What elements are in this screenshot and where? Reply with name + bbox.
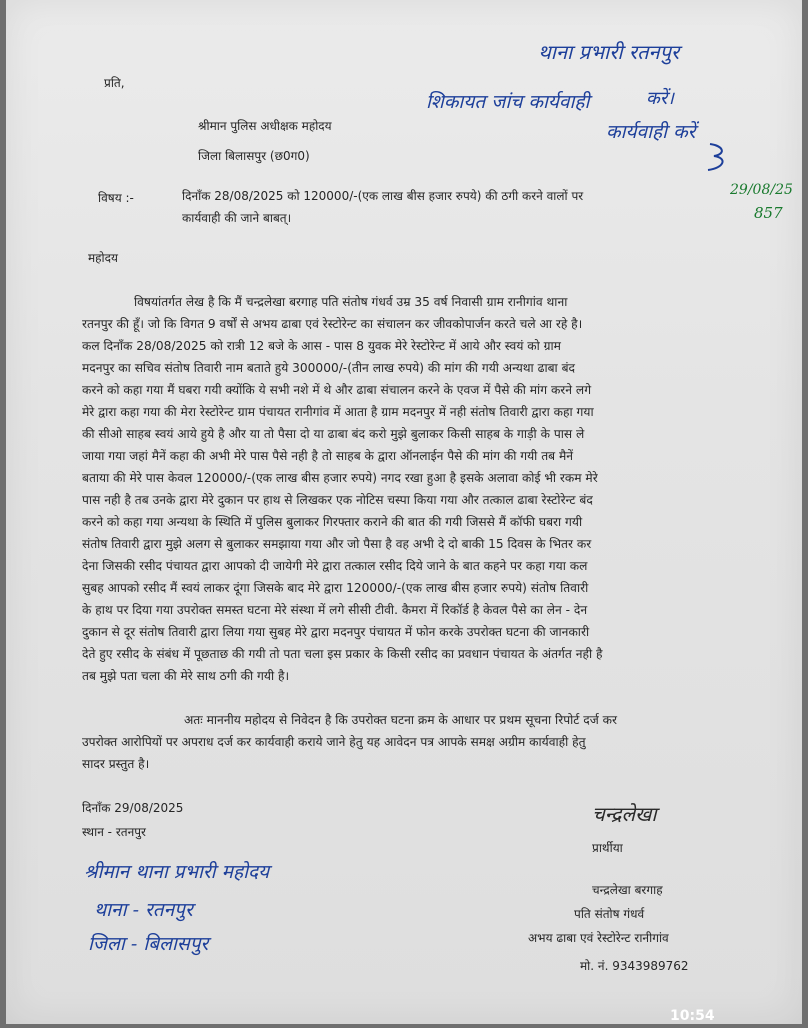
body-line: करने को कहा गया मैं घबरा गयी क्योंकि ये सभी नशे में थे और ढाबा संचालन करने के एवज में पैसे की मांग करने लगे — [82, 383, 592, 397]
initials-mark — [702, 140, 742, 176]
clock-overlay: 10:54 — [670, 1008, 715, 1024]
body-line: तब मुझे पता चला की मेरे साथ ठगी की गयी है। — [82, 669, 290, 683]
sender-name: चन्द्रलेखा बरगाह — [592, 883, 663, 897]
body-line: पास नही है तब उनके द्वारा मेरे दुकान पर हाथ से लिखकर एक नोटिस चस्पा किया गया और तत्काल ढाबा रेस्टोरेन्ट बंद — [82, 493, 593, 507]
subject-label: विषय :- — [98, 191, 134, 205]
prarthi-label: प्रार्थीया — [592, 841, 623, 855]
receipt-number: 857 — [754, 204, 783, 222]
body-line: संतोष तिवारी द्वारा मुझे अलग से बुलाकर समझाया गया और जो पैसा है वह अभी दे दो बाकी 15 दिवस के भितर कर — [82, 537, 592, 551]
salutation: महोदय — [88, 251, 118, 265]
handwritten-address-3: जिला - बिलासपुर — [88, 933, 209, 955]
body-line: की सीओ साहब स्वयं आये हुये है और या तो पैसा दो या ढाबा बंद करो मुझे बुलाकर किसी साहब के गाड़ी के पास ले — [82, 427, 585, 441]
letter-place: स्थान - रतनपुर — [82, 825, 146, 839]
endorsement-line-3: करें। — [646, 88, 675, 109]
body-line: दुकान से दूर संतोष तिवारी द्वारा लिया गया सुबह मेरे द्वारा मदनपुर पंचायत में फोन करके उपरोक्त घटना की जानकारी — [82, 625, 590, 639]
request-line: सादर प्रस्तुत है। — [82, 757, 150, 771]
endorsement-line-2: शिकायत जांच कार्यवाही — [426, 91, 590, 113]
handwritten-address-2: थाना - रतनपुर — [94, 899, 193, 921]
signature: चन्द्रलेखा — [592, 802, 657, 826]
receipt-stamp — [730, 182, 792, 230]
body-line: देते हुए रसीद के संबंध में पूछताछ की गयी तो पता चला इस प्रकार के किसी रसीद का प्रवधान पंचायत के अंतर्गत नही है — [82, 647, 603, 661]
letter-date: दिनाँक 29/08/2025 — [82, 801, 184, 815]
body-line: सुबह आपको रसीद मैं स्वयं लाकर दूंगा जिसके बाद मेरे द्वारा 120000/-(एक लाख बीस हजार रुपये) संतोष तिवारी — [82, 581, 589, 595]
subject-line-2: कार्यवाही की जाने बाबत्। — [182, 211, 292, 225]
subject-line-1: दिनाँक 28/08/2025 को 120000/-(एक लाख बीस हजार रुपये) की ठगी करने वालों पर — [182, 189, 584, 203]
handwritten-address-1: श्रीमान थाना प्रभारी महोदय — [84, 861, 270, 883]
body-line: कल दिनाँक 28/08/2025 को रात्री 12 बजे के आस - पास 8 युवक मेरे रेस्टोरेन्ट में आये और स्वयं को ग्राम — [82, 339, 561, 353]
body-line: जाया गया जहां मैनें कहा की अभी मेरे पास पैसे नही है तो साहब के द्वारा ऑनलाईन पैसे की मांग की गयी तब मैनें — [82, 449, 574, 463]
body-line: करने को कहा गया अन्यथा के स्थिति में पुलिस बुलाकर गिरफ्तार कराने की बात की गयी जिससे मैं कॉफी घबरा गयी — [82, 515, 583, 529]
endorsement-line-4: कार्यवाही करें — [606, 121, 696, 143]
body-line: मेरे द्वारा कहा गया की मेरा रेस्टोरेन्ट ग्राम पंचायत रानीगांव में आता है ग्राम मदनपुर में नही संतोष तिवारी द्वारा कहा गया — [82, 405, 594, 419]
recipient-district: जिला बिलासपुर (छ0ग0) — [198, 149, 310, 163]
sender-business: अभय ढाबा एवं रेस्टोरेन्ट रानीगांव — [528, 931, 669, 945]
body-line: मदनपुर का सचिव संतोष तिवारी नाम बताते हुये 300000/-(तीन लाख रुपये) की मांग की गयी अन्यथा ढाबा बंद — [82, 361, 576, 375]
letter-page — [6, 0, 802, 1024]
receipt-date: 29/08/25 — [730, 182, 793, 198]
endorsement-line-1: थाना प्रभारी रतनपुर — [538, 40, 680, 64]
request-line: उपरोक्त आरोपियों पर अपराध दर्ज कर कार्यवाही कराये जाने हेतु यह आवेदन पत्र आपके समक्ष अग्रीम कार्यवाही हेतु — [82, 735, 586, 749]
body-line: के हाथ पर दिया गया उपरोक्त समस्त घटना मेरे संस्था में लगे सीसी टीवी. कैमरा में रिकॉर्ड है केवल पैसे का लेन - देन — [82, 603, 588, 617]
prati-label: प्रति, — [104, 76, 125, 90]
body-line: रतनपुर की हूँ। जो कि विगत 9 वर्षों से अभय ढाबा एवं रेस्टोरेन्ट का संचालन कर जीवकोपार्जन करते चले आ रहे है। — [82, 317, 583, 331]
recipient-title: श्रीमान पुलिस अधीक्षक महोदय — [198, 119, 332, 133]
sender-husband: पति संतोष गंधर्व — [574, 907, 645, 921]
sender-mobile: मो. नं. 9343989762 — [580, 959, 689, 973]
request-line: अतः माननीय महोदय से निवेदन है कि उपरोक्त घटना क्रम के आधार पर प्रथम सूचना रिपोर्ट दर्ज कर — [184, 713, 618, 727]
body-line: विषयांतर्गत लेख है कि मैं चन्द्रलेखा बरगाह पति संतोष गंधर्व उम्र 35 वर्ष निवासी ग्राम रानीगांव थाना — [134, 295, 568, 309]
body-line: बताया की मेरे पास केवल 120000/-(एक लाख बीस हजार रुपये) नगद रखा हुआ है इसके अलावा कोई भी रकम मेरे — [82, 471, 598, 485]
body-line: देना जिसकी रसीद पंचायत द्वारा आपको दी जायेगी मेरे द्वारा तत्काल रसीद दिये जाने के बात कहने पर कहा गया कल — [82, 559, 588, 573]
